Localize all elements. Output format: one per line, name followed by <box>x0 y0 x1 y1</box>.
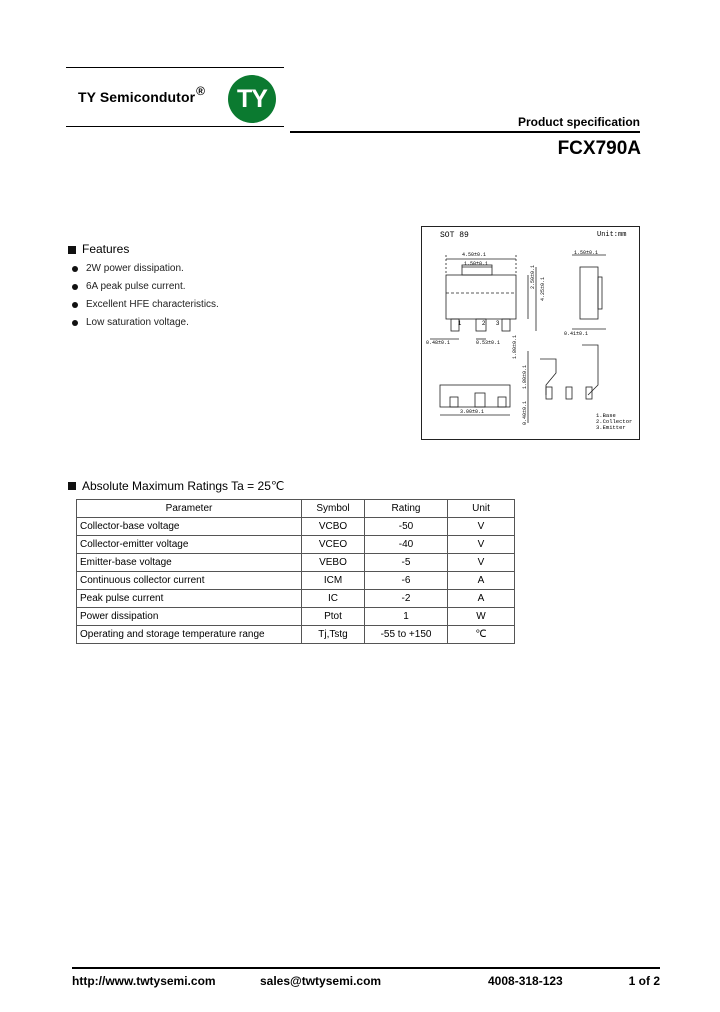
pin-legend-item: 2.Collector <box>596 418 633 425</box>
feature-item: Low saturation voltage. <box>72 316 219 334</box>
spec-rule <box>290 131 640 133</box>
column-header: Parameter <box>77 500 302 518</box>
dim-label: 1.50±0.1 <box>464 261 489 267</box>
package-outline-svg <box>422 227 641 441</box>
dim-label: 0.40±0.1 <box>522 400 528 425</box>
table-cell: IC <box>302 590 365 608</box>
header-rule-bottom <box>66 126 284 127</box>
company-name <box>78 84 206 105</box>
table-cell: W <box>448 608 515 626</box>
table-cell: Power dissipation <box>77 608 302 626</box>
table-cell: Peak pulse current <box>77 590 302 608</box>
table-cell: -6 <box>365 572 448 590</box>
dim-label: 0.53±0.1 <box>476 340 501 346</box>
dim-label: 0.41±0.1 <box>564 331 589 337</box>
dim-label: 2.50±0.1 <box>530 264 536 289</box>
column-header: Unit <box>448 500 515 518</box>
package-drawing <box>421 226 640 440</box>
table-row <box>77 608 515 626</box>
table-row <box>77 590 515 608</box>
pin-3-lead <box>502 319 510 331</box>
table-cell: Collector-emitter voltage <box>77 536 302 554</box>
footer-phone: 4008-318-123 <box>488 974 563 988</box>
table-cell: VCEO <box>302 536 365 554</box>
ratings-table <box>76 499 515 644</box>
page-number: 1 of 2 <box>628 974 660 988</box>
features-list <box>72 262 219 334</box>
table-cell: VCBO <box>302 518 365 536</box>
pin-legend-item: 3.Emitter <box>596 424 626 431</box>
features-bullet-icon <box>68 246 76 254</box>
pin-number: 2 <box>482 321 486 327</box>
ratings-bullet-icon <box>68 482 76 490</box>
table-cell: 1 <box>365 608 448 626</box>
column-header: Symbol <box>302 500 365 518</box>
table-cell: -40 <box>365 536 448 554</box>
features-title: Features <box>82 242 130 256</box>
feature-item: Excellent HFE characteristics. <box>72 298 219 316</box>
table-cell: ICM <box>302 572 365 590</box>
pin-number: 1 <box>458 321 462 327</box>
pin-legend-item: 1.Base <box>596 412 616 419</box>
table-row <box>77 518 515 536</box>
dim-label: 4.25±0.1 <box>540 276 546 301</box>
package-unit: Unit:mm <box>597 231 627 239</box>
table-cell: ℃ <box>448 626 515 644</box>
table-cell: V <box>448 518 515 536</box>
table-cell: Emitter-base voltage <box>77 554 302 572</box>
table-cell: Continuous collector current <box>77 572 302 590</box>
table-row <box>77 572 515 590</box>
table-cell: -5 <box>365 554 448 572</box>
table-cell: Collector-base voltage <box>77 518 302 536</box>
table-cell: -55 to +150 <box>365 626 448 644</box>
table-cell: V <box>448 536 515 554</box>
footer-rule <box>72 967 660 969</box>
dim-label: 4.50±0.1 <box>462 252 487 258</box>
table-cell: V <box>448 554 515 572</box>
table-cell: -2 <box>365 590 448 608</box>
company-text: TY Semicondutor <box>78 89 196 105</box>
header-rule-top <box>66 67 284 68</box>
column-header: Rating <box>365 500 448 518</box>
registered-mark: ® <box>196 84 206 98</box>
dim-label: 0.48±0.1 <box>426 340 451 346</box>
feature-item: 6A peak pulse current. <box>72 280 219 298</box>
company-logo: TY <box>228 75 276 123</box>
spec-label: Product specification <box>517 115 640 129</box>
table-cell: Tj,Tstg <box>302 626 365 644</box>
dim-label: 3.00±0.1 <box>460 409 485 415</box>
table-cell: Operating and storage temperature range <box>77 626 302 644</box>
package-name: SOT 89 <box>440 231 469 240</box>
table-cell: A <box>448 590 515 608</box>
table-cell: -50 <box>365 518 448 536</box>
footer-email-link[interactable]: sales@twtysemi.com <box>260 974 382 988</box>
package-body-top-view <box>446 275 516 319</box>
pin-number: 3 <box>496 321 500 327</box>
feature-item: 2W power dissipation. <box>72 262 219 280</box>
table-cell: A <box>448 572 515 590</box>
footer-website-link[interactable]: http://www.twtysemi.com <box>72 974 216 988</box>
dim-label: 1.80±0.1 <box>522 364 528 389</box>
table-row <box>77 626 515 644</box>
part-number: FCX790A <box>557 138 641 159</box>
dim-label: 1.50±0.1 <box>574 250 599 256</box>
dim-label: 1.80±0.1 <box>512 334 518 359</box>
table-row <box>77 536 515 554</box>
pin-legend <box>596 413 632 431</box>
table-cell: Ptot <box>302 608 365 626</box>
table-header-row <box>77 500 515 518</box>
table-row <box>77 554 515 572</box>
ratings-title: Absolute Maximum Ratings Ta = 25℃ <box>82 479 285 493</box>
table-cell: VEBO <box>302 554 365 572</box>
